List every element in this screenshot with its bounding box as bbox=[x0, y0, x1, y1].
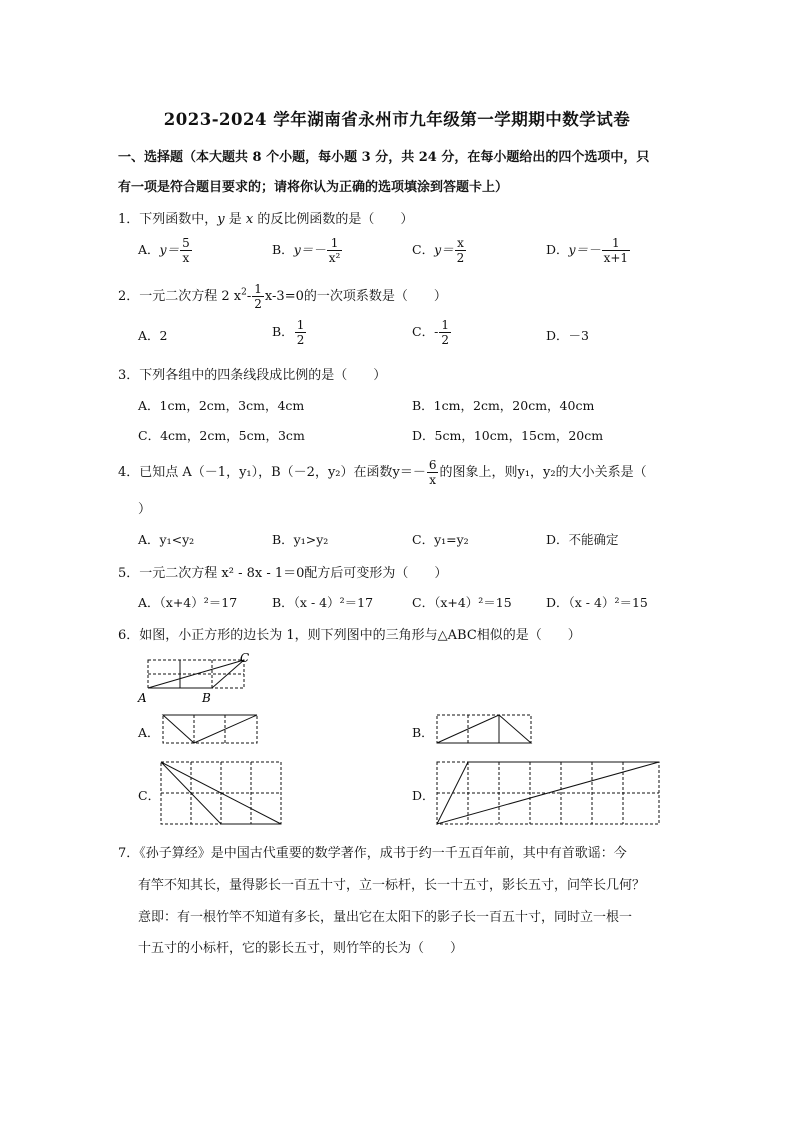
q1-option-c[interactable]: C．y＝ $\frac{x}{2}$ bbox=[412, 236, 465, 265]
q5-option-d[interactable]: D．（x - 4）²＝15 bbox=[546, 595, 648, 610]
section-instructions-line2: 有一项是符合题目要求的；请将你认为正确的选项填涂到答题卡上） bbox=[118, 180, 509, 195]
fraction: $\frac{6}{x}$ bbox=[428, 458, 437, 487]
fraction: $\frac{1}{2}$ bbox=[441, 318, 449, 347]
section-instructions-line1: 一、选择题（本大题共 8 个小题，每小题 3 分，共 24 分，在每小题给出的四个选项中，只 bbox=[118, 150, 650, 165]
q7-line4: 十五寸的小标杆，它的影长五寸，则竹竿的长为（ ） bbox=[138, 941, 464, 956]
q1-stem: 1．下列函数中，y 是 x 的反比例函数的是（ ） bbox=[118, 212, 414, 227]
q2-option-c[interactable]: C．- $\frac{1}{2}$ bbox=[412, 318, 449, 347]
q5-stem: 5．一元二次方程 x² - 8x - 1＝0配方后可变形为（ ） bbox=[118, 566, 448, 581]
fraction: $\frac{1}{\text{x²}}$ bbox=[328, 236, 341, 265]
q6-option-b-figure bbox=[434, 712, 534, 746]
q7-line3: 意即：有一根竹竿不知道有多长，量出它在太阳下的影子长一百五十寸，同时立一根一 bbox=[138, 910, 633, 925]
q6-option-d[interactable]: D． bbox=[412, 788, 435, 803]
q4-stem-end: ） bbox=[138, 502, 152, 517]
q1-option-b[interactable]: B．y＝－ $\frac{1}{\text{x²}}$ bbox=[272, 236, 341, 265]
q5-option-a[interactable]: A．（x+4）²＝17 bbox=[138, 595, 238, 610]
q3-option-c[interactable]: C．4cm，2cm，5cm，3cm bbox=[138, 428, 305, 443]
q4-option-c[interactable]: C．y₁=y₂ bbox=[412, 532, 469, 547]
page-title: 2023-2024 学年湖南省永州市九年级第一学期期中数学试卷 bbox=[163, 110, 631, 129]
fraction: $\frac{5}{x}$ bbox=[182, 236, 190, 265]
q4-option-a[interactable]: A．y₁<y₂ bbox=[138, 532, 195, 547]
q3-option-d[interactable]: D．5cm，10cm，15cm，20cm bbox=[412, 428, 604, 443]
q2-option-b[interactable]: B． $\frac{1}{2}$ bbox=[272, 318, 305, 347]
q1-option-d[interactable]: D．y＝－ $\frac{1}{x+1}$ bbox=[546, 236, 629, 265]
q7-line2: 有竿不知其长，量得影长一百五十寸，立一标杆，长一十五寸，影长五寸，问竿长几何？ bbox=[138, 878, 646, 893]
q3-option-b[interactable]: B．1cm，2cm，20cm，40cm bbox=[412, 398, 595, 413]
q2-stem: 2．一元二次方程 2 $x^2-$ $\frac{1}{2}$ x-3=0的一次项系数是（ ） bbox=[118, 282, 447, 311]
q6-option-a-figure bbox=[160, 712, 260, 746]
q3-stem: 3．下列各组中的四条线段成比例的是（ ） bbox=[118, 368, 387, 383]
q4-stem: 4．已知点 A（－1，y₁），B（－2，y₂）在函数y＝－ $\frac{6}{x}$ 的图象上，则y₁，y₂的大小关系是（ bbox=[118, 458, 647, 487]
fraction: $\frac{1}{2}$ bbox=[296, 318, 305, 347]
q2-option-a[interactable]: A．2 bbox=[138, 328, 168, 343]
point-a-label: A bbox=[138, 691, 147, 705]
q6-option-b[interactable]: B． bbox=[412, 725, 434, 740]
q2-option-d[interactable]: D．－3 bbox=[546, 328, 589, 343]
q4-option-b[interactable]: B．y₁>y₂ bbox=[272, 532, 329, 547]
q1-option-a[interactable]: A．y＝ $\frac{5}{x}$ bbox=[138, 236, 190, 265]
q6-reference-figure bbox=[136, 650, 256, 706]
q4-option-d[interactable]: D．不能确定 bbox=[546, 532, 619, 547]
q6-stem: 6．如图，小正方形的边长为 1，则下列图中的三角形与△ABC相似的是（ ） bbox=[118, 628, 581, 643]
q6-option-c[interactable]: C． bbox=[138, 788, 161, 803]
q6-option-c-figure bbox=[158, 758, 286, 828]
fraction: $\frac{1}{x+1}$ bbox=[603, 236, 629, 265]
q6-option-d-figure bbox=[434, 758, 664, 828]
fraction: $\frac{x}{2}$ bbox=[456, 236, 465, 265]
q5-option-c[interactable]: C．（x+4）²＝15 bbox=[412, 595, 512, 610]
q6-option-a[interactable]: A． bbox=[138, 725, 160, 740]
point-c-label: C bbox=[240, 651, 250, 665]
q7-line1: 7．《孙子算经》是中国古代重要的数学著作，成书于约一千五百年前，其中有首歌谣：今 bbox=[118, 846, 627, 861]
point-b-label: B bbox=[202, 691, 211, 705]
fraction: $\frac{1}{2}$ bbox=[254, 282, 262, 311]
q5-option-b[interactable]: B．（x - 4）²＝17 bbox=[272, 595, 374, 610]
q3-option-a[interactable]: A．1cm，2cm，3cm，4cm bbox=[138, 398, 305, 413]
